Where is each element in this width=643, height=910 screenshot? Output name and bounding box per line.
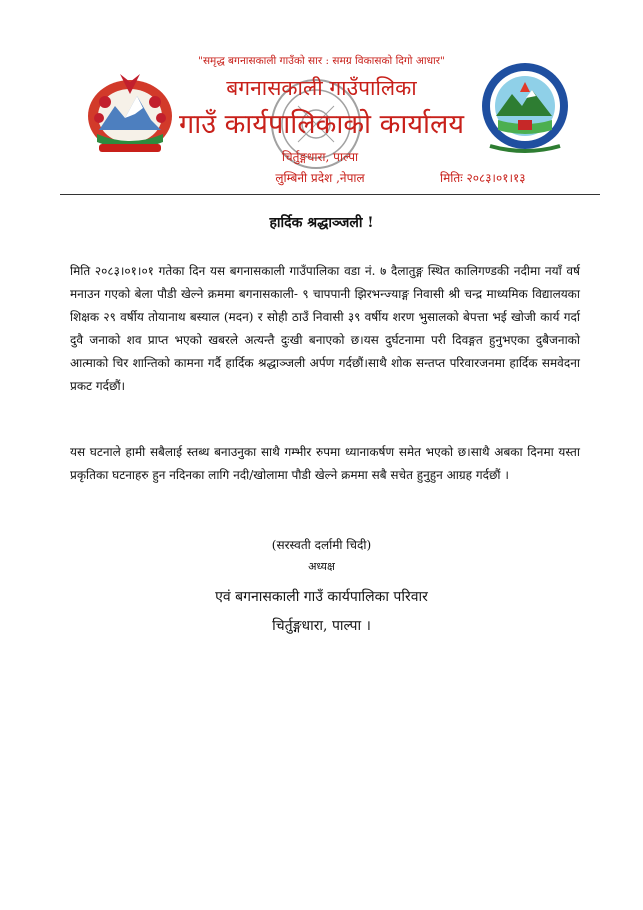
office-name: बगनासकाली गाउँपालिका xyxy=(226,76,417,100)
address-line-1: चिर्तुङ्गधारा, पाल्पा xyxy=(281,150,359,164)
letter-date: मितिः २०८३।०१।१३ xyxy=(440,171,526,185)
header-divider xyxy=(60,194,600,195)
page-title: हार्दिक श्रद्धाञ्जली ! xyxy=(269,215,374,231)
signatory-family: एवं बगनासकाली गाउँ कार्यपालिका परिवार xyxy=(215,589,428,605)
header-slogan: "समृद्ध बगनासकाली गाउँको सार : समग्र विकासको दिगो आधार" xyxy=(198,55,445,67)
signatory-role: अध्यक्ष xyxy=(308,560,335,573)
office-title: गाउँ कार्यपालिकाको कार्यालय xyxy=(179,109,464,140)
body-paragraph-1: मिति २०८३।०१।०१ गतेका दिन यस बगनासकाली गाउँपालिका वडा नं. ७ दैलातुङ्ग स्थित कालिगण्डकी नदीमा नयाँ वर्ष मनाउन गएको बेला पौडी खेल्ने क्रममा बगनासकाली- ९ चापपानी झिरभन्ज्याङ्ग निवासी श्री चन्द्र माध्यमिक विद्यालयका शिक्षक २९ वर्षीय तोयानाथ बस्याल (मदन) र सोही ठाउँ निवासी ३९ वर्षीय शरण भुसालको बेपत्ता भई खोजी कार्य गर्दा दुवै जनाको शव प्राप्त भएको खबरले अत्यन्तै दुःखी बनाएको छ।यस दुर्घटनामा परी दिवङ्गत हुनुभएका दुबैजनाको आत्माको चिर शान्तिको कामना गर्दै हार्दिक श्रद्धाञ्जली अर्पण गर्दछौं।साथै शोक सन्तप्त परिवारजनमा हार्दिक समवेदना प्रकट गर्दछौं। xyxy=(70,264,580,393)
signatory-place: चिर्तुङ्गधारा, पाल्पा । xyxy=(272,618,371,634)
signatory-name: (सरस्वती दर्लामी चिदी) xyxy=(271,538,372,552)
address-line-2: लुम्बिनी प्रदेश ,नेपाल xyxy=(275,171,365,185)
body-paragraph-2: यस घटनाले हामी सबैलाई स्तब्ध बनाउनुका साथै गम्भीर रुपमा ध्यानाकर्षण समेत भएको छ।साथै अबका दिनमा यस्ता प्रकृतिका घटनाहरु हुन नदिनका लागि नदी/खोलामा पौडी खेल्ने क्रममा सबै सचेत हुनुहुन आग्रह गर्दछौं । xyxy=(70,445,580,482)
